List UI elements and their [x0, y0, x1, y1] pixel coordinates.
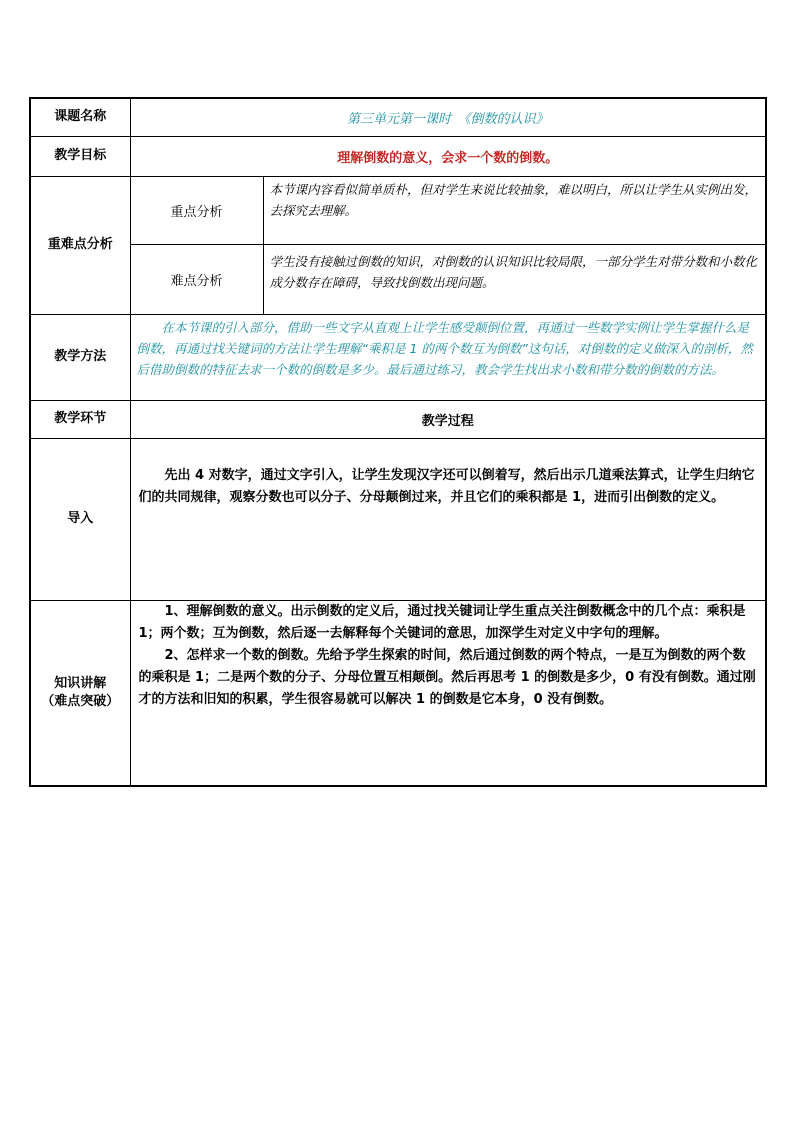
intro-text: 先出 4 对数字，通过文字引入，让学生发现汉字还可以倒着写，然后出示几道乘法算式，让学生归纳它们的共同规律，观察分数也可以分子、分母颠倒过来，并且它们的乘积都是 1，进而引出倒数的定义。 [138, 467, 755, 505]
row-knowledge [30, 600, 766, 786]
knowledge-cell [130, 600, 766, 786]
lesson-plan-sheet [29, 97, 765, 787]
knowledge-label-cell [30, 600, 130, 786]
key-analysis-text: 本节课内容看似简单质朴，但对学生来说比较抽象，难以明白，所以让学生从实例出发，去探究去理解。 [269, 181, 758, 218]
intro-cell [130, 438, 766, 600]
process-header: 教学过程 [130, 400, 766, 438]
knowledge-label: 知识讲解 [54, 675, 107, 691]
goal-value: 理解倒数的意义，会求一个数的倒数。 [130, 136, 766, 176]
key-analysis-cell [263, 176, 766, 244]
hard-analysis-text: 学生没有接触过倒数的知识，对倒数的认识知识比较局限，一部分学生对带分数和小数化成分数存在障碍，导致找倒数出现问题。 [269, 253, 758, 290]
row-key-analysis [30, 176, 766, 244]
course-name-value: 第三单元第一课时 《倒数的认识》 [130, 98, 766, 136]
knowledge-sublabel: （难点突破） [41, 693, 120, 709]
key-analysis-label: 重点分析 [130, 176, 263, 244]
intro-label: 导入 [30, 438, 130, 600]
analysis-label: 重难点分析 [30, 176, 130, 314]
method-text: 在本节课的引入部分，借助一些文字从直观上让学生感受颠倒位置，再通过一些数学实例让学生掌握什么是倒数，再通过找关键词的方法让学生理解“乘积是 1 的两个数互为倒数”这句话，对倒数的定义做深入的剖析，然后借助倒数的特征去求一个数的倒数是多少。最后通过练习，教会学生找出求小数和带分数的倒数的方法。 [136, 319, 753, 377]
row-stage-header [30, 400, 766, 438]
method-label: 教学方法 [30, 314, 130, 400]
lesson-plan-table [29, 97, 767, 787]
row-method [30, 314, 766, 400]
stage-label: 教学环节 [30, 400, 130, 438]
hard-analysis-label: 难点分析 [130, 244, 263, 314]
course-name-label: 课题名称 [30, 98, 130, 136]
hard-analysis-cell [263, 244, 766, 314]
knowledge-point-1: 1、理解倒数的意义。出示倒数的定义后，通过找关键词让学生重点关注倒数概念中的几个点：乘积是 1；两个数；互为倒数，然后逐一去解释每个关键词的意思，加深学生对定义中字句的理解。 [138, 603, 746, 641]
row-goal [30, 136, 766, 176]
row-hard-analysis [30, 244, 766, 314]
row-intro [30, 438, 766, 600]
row-course-name [30, 98, 766, 136]
knowledge-point-2: 2、怎样求一个数的倒数。先给予学生探索的时间，然后通过倒数的两个特点，一是互为倒数的两个数的乘积是 1；二是两个数的分子、分母位置互相颠倒。然后再思考 1 的倒数是多少，0 有没有倒数。通过刚才的方法和旧知的积累，学生很容易就可以解决 1 的倒数是它本身，0 没有倒数。 [138, 647, 756, 707]
goal-label: 教学目标 [30, 136, 130, 176]
method-cell [130, 314, 766, 400]
